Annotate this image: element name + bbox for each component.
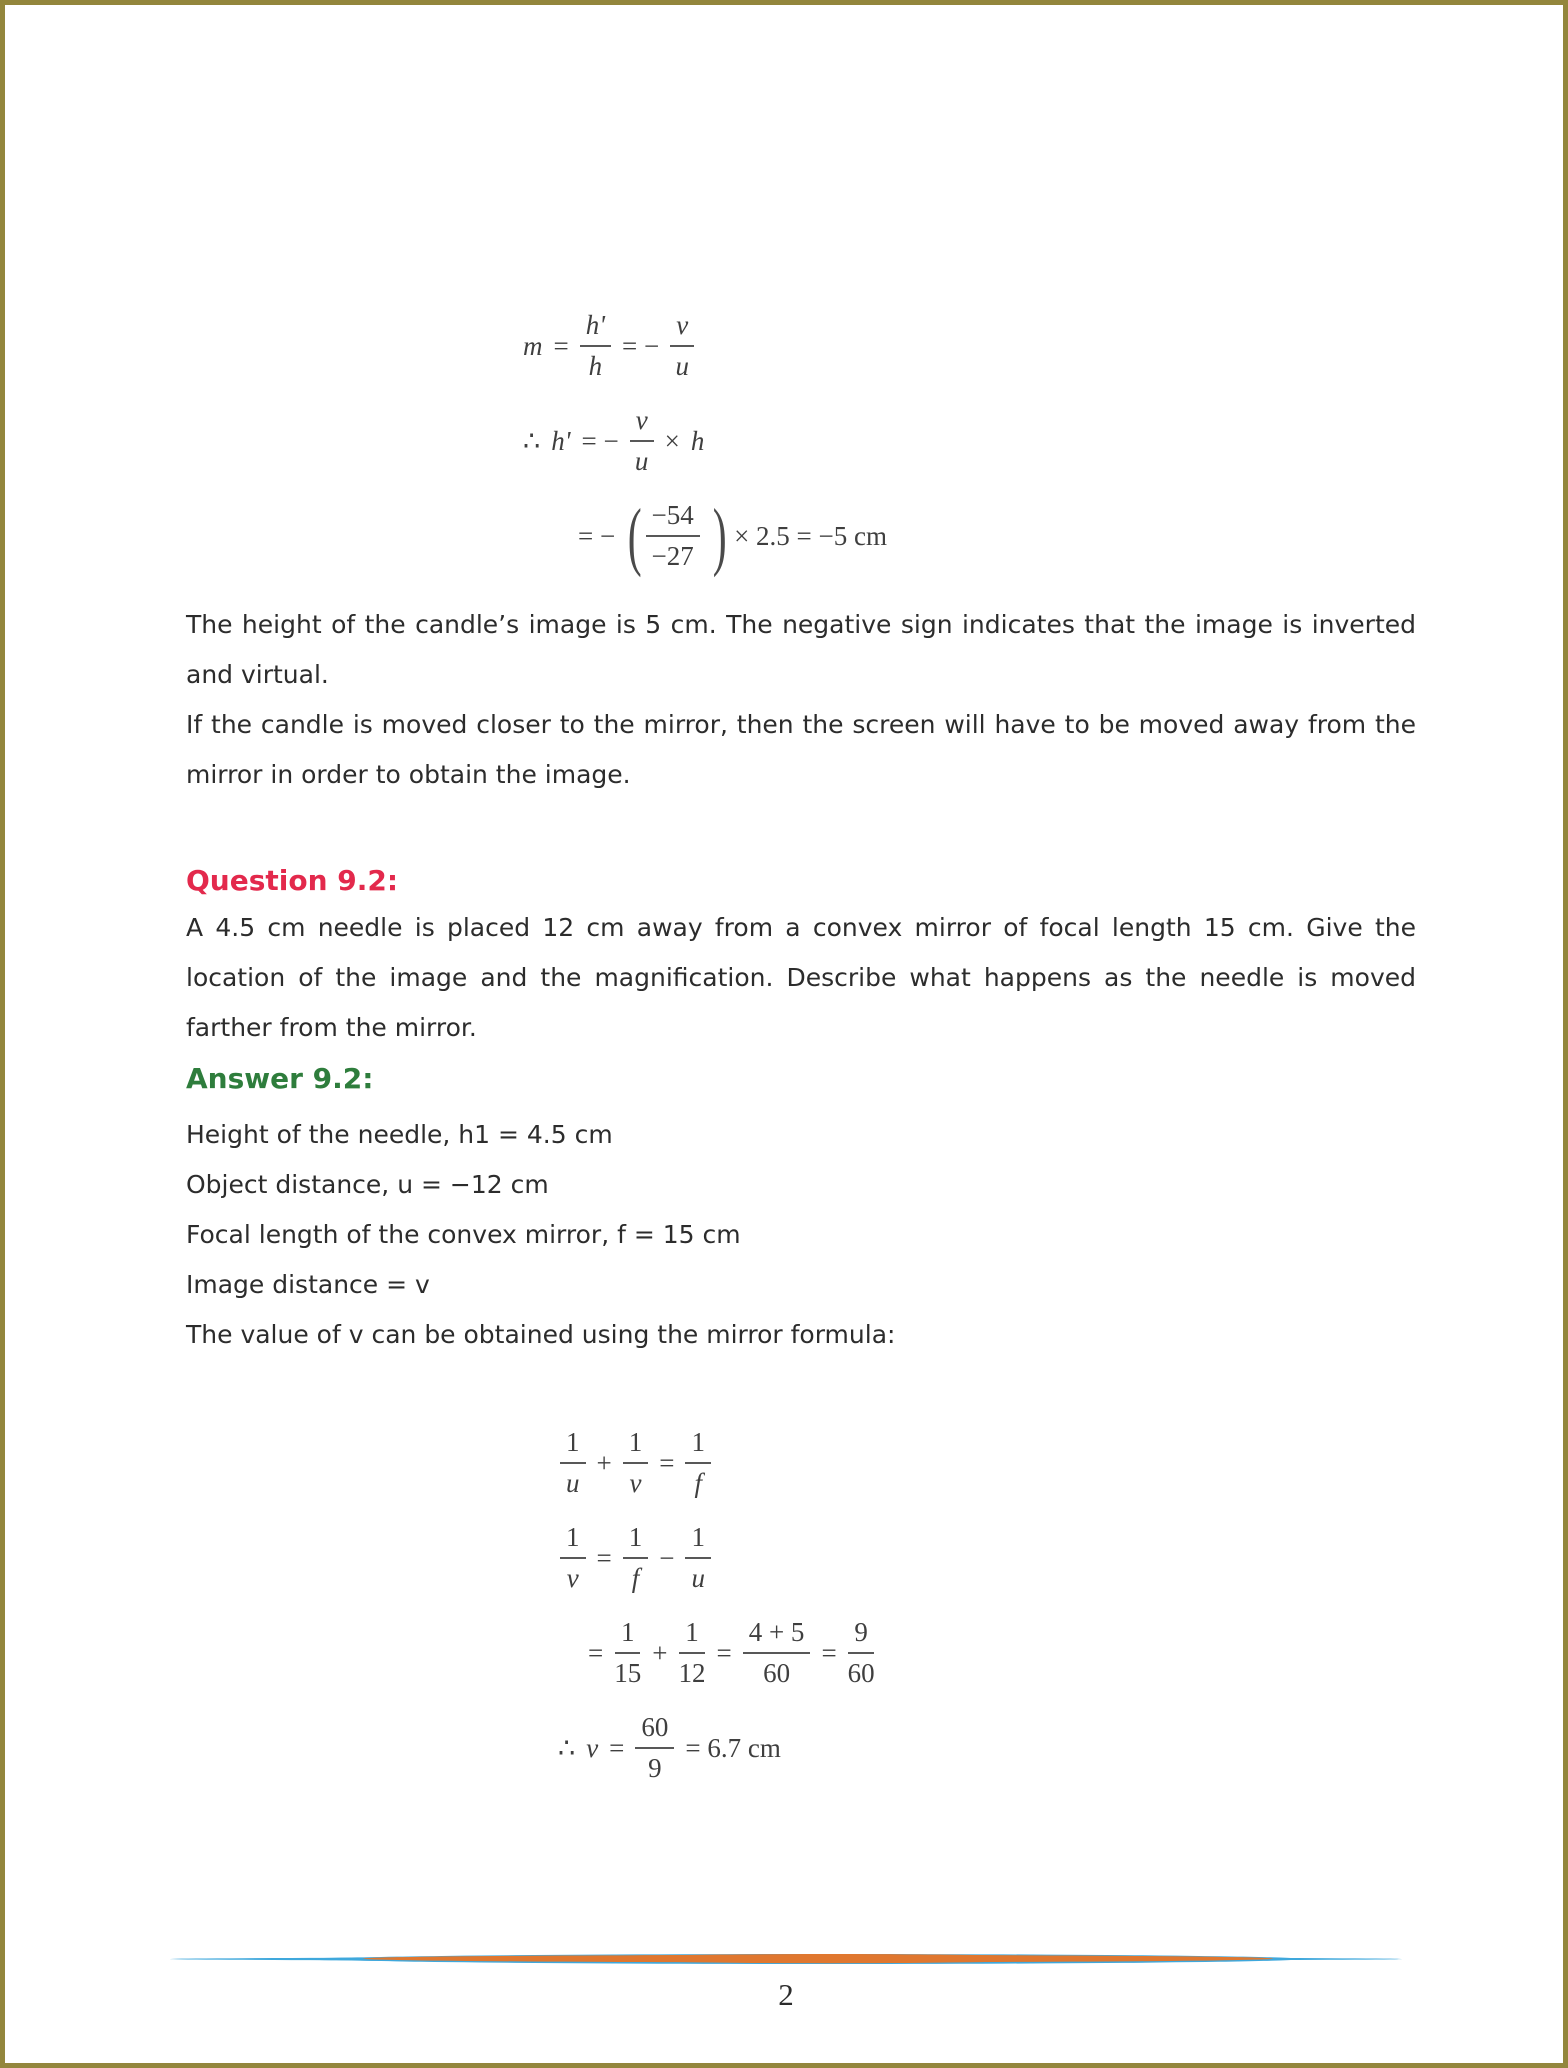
math-block-mirror-formula [186, 1427, 875, 1807]
fraction [630, 405, 654, 477]
fraction-denominator: 12 [678, 1658, 706, 1688]
math-token: = [659, 1447, 675, 1478]
math-token: = [821, 1637, 837, 1668]
fraction-numerator: 1 [679, 1617, 705, 1654]
math-token: v [586, 1732, 599, 1763]
answer-line: Focal length of the convex mirror, f = 15 cm [186, 1220, 741, 1249]
answer-line: Height of the needle, h1 = 4.5 cm [186, 1120, 613, 1149]
fraction [635, 1712, 674, 1784]
fraction-numerator: 1 [623, 1427, 649, 1464]
fraction-numerator: v [670, 310, 694, 347]
fraction-denominator: h [588, 351, 603, 381]
fraction-numerator: 1 [615, 1617, 641, 1654]
fraction [623, 1427, 649, 1499]
math-row: = − ( $\frac{-54}{-27}$ ) × 2.5 = −5 cm [578, 494, 887, 578]
math-row [523, 405, 887, 477]
page-number: 2 [778, 1977, 794, 2012]
fraction-numerator: 60 [635, 1712, 674, 1749]
fraction-numerator: h' [580, 310, 611, 347]
plus-symbol: + [652, 1637, 668, 1668]
fraction-numerator: 4 + 5 [743, 1617, 811, 1654]
fraction-numerator: v [630, 405, 654, 442]
therefore-symbol: ∴ [523, 425, 541, 456]
math-row [560, 1522, 875, 1594]
fraction-denominator: 60 [847, 1658, 875, 1688]
fraction [678, 1617, 705, 1689]
decorative-divider [170, 1951, 1402, 1967]
math-row [588, 1617, 875, 1689]
times-symbol: × [664, 425, 680, 456]
fraction [623, 1522, 649, 1594]
fraction [685, 1522, 711, 1594]
question-text: A 4.5 cm needle is placed 12 cm away from a convex mirror of focal length 15 cm. Give the location of the image and the magnification. Describe what happens as the needle is moved farther from the mirror. [186, 913, 1416, 1042]
fraction [646, 500, 700, 572]
fraction-numerator: −54 [646, 500, 700, 537]
fraction [670, 310, 694, 382]
fraction-numerator: 9 [848, 1617, 874, 1654]
fraction-denominator: v [629, 1468, 642, 1498]
fraction-numerator: 1 [685, 1427, 711, 1464]
math-row [560, 1427, 875, 1499]
answer-lines [186, 1110, 1416, 1360]
math-block-magnification [523, 310, 887, 595]
math-token: = 6.7 cm [685, 1732, 781, 1763]
fraction-denominator: u [634, 446, 649, 476]
math-token: = [553, 330, 569, 361]
therefore-symbol: ∴ [558, 1732, 576, 1763]
fraction-numerator: 1 [623, 1522, 649, 1559]
minus-symbol: − [659, 1542, 675, 1573]
answer-line: The value of v can be obtained using the mirror formula: [186, 1320, 896, 1349]
fraction-numerator: 1 [560, 1427, 586, 1464]
fraction-numerator: 1 [560, 1522, 586, 1559]
math-token: h' [551, 425, 571, 456]
fraction [848, 1617, 875, 1689]
math-token: × 2.5 = −5 cm [734, 520, 887, 551]
plus-symbol: + [596, 1447, 612, 1478]
math-token: = [596, 1542, 612, 1573]
page-content [186, 5, 1416, 2063]
fraction-denominator: u [691, 1563, 705, 1593]
math-token: = [716, 1637, 732, 1668]
fraction-denominator: u [566, 1468, 580, 1498]
fraction-denominator: 9 [648, 1753, 662, 1783]
fraction-denominator: f [631, 1563, 640, 1593]
fraction [560, 1522, 586, 1594]
fraction-denominator: f [694, 1468, 702, 1498]
fraction-denominator: −27 [651, 541, 694, 571]
math-token: = [609, 1732, 625, 1763]
math-token: = − [578, 520, 616, 551]
fraction-numerator: 1 [685, 1522, 711, 1559]
paragraph: If the candle is moved closer to the mirror, then the screen will have to be moved away from the mirror in order to obtain the image. [186, 710, 1416, 789]
math-token: = − [581, 425, 619, 456]
answer-heading: Answer 9.2: [186, 1062, 374, 1095]
paragraph: The height of the candle’s image is 5 cm. The negative sign indicates that the image is inverted and virtual. [186, 610, 1416, 689]
question-heading: Question 9.2: [186, 864, 399, 897]
fraction-denominator: 15 [614, 1658, 642, 1688]
fraction [743, 1617, 811, 1689]
fraction-denominator: 60 [763, 1658, 791, 1688]
answer-line: Image distance = v [186, 1270, 430, 1299]
math-token: m [523, 330, 543, 361]
fraction [685, 1427, 711, 1499]
fraction-denominator: u [675, 351, 689, 381]
math-row [523, 310, 887, 382]
question-text-block [186, 903, 1416, 1053]
answer-line: Object distance, u = −12 cm [186, 1170, 549, 1199]
body-paragraphs [186, 600, 1416, 800]
math-token: h [690, 425, 705, 456]
fraction [580, 310, 611, 382]
fraction [560, 1427, 586, 1499]
fraction-denominator: v [566, 1563, 579, 1593]
math-row [558, 1712, 875, 1784]
fraction [614, 1617, 641, 1689]
math-token: = [588, 1637, 604, 1668]
math-token: = − [622, 330, 660, 361]
